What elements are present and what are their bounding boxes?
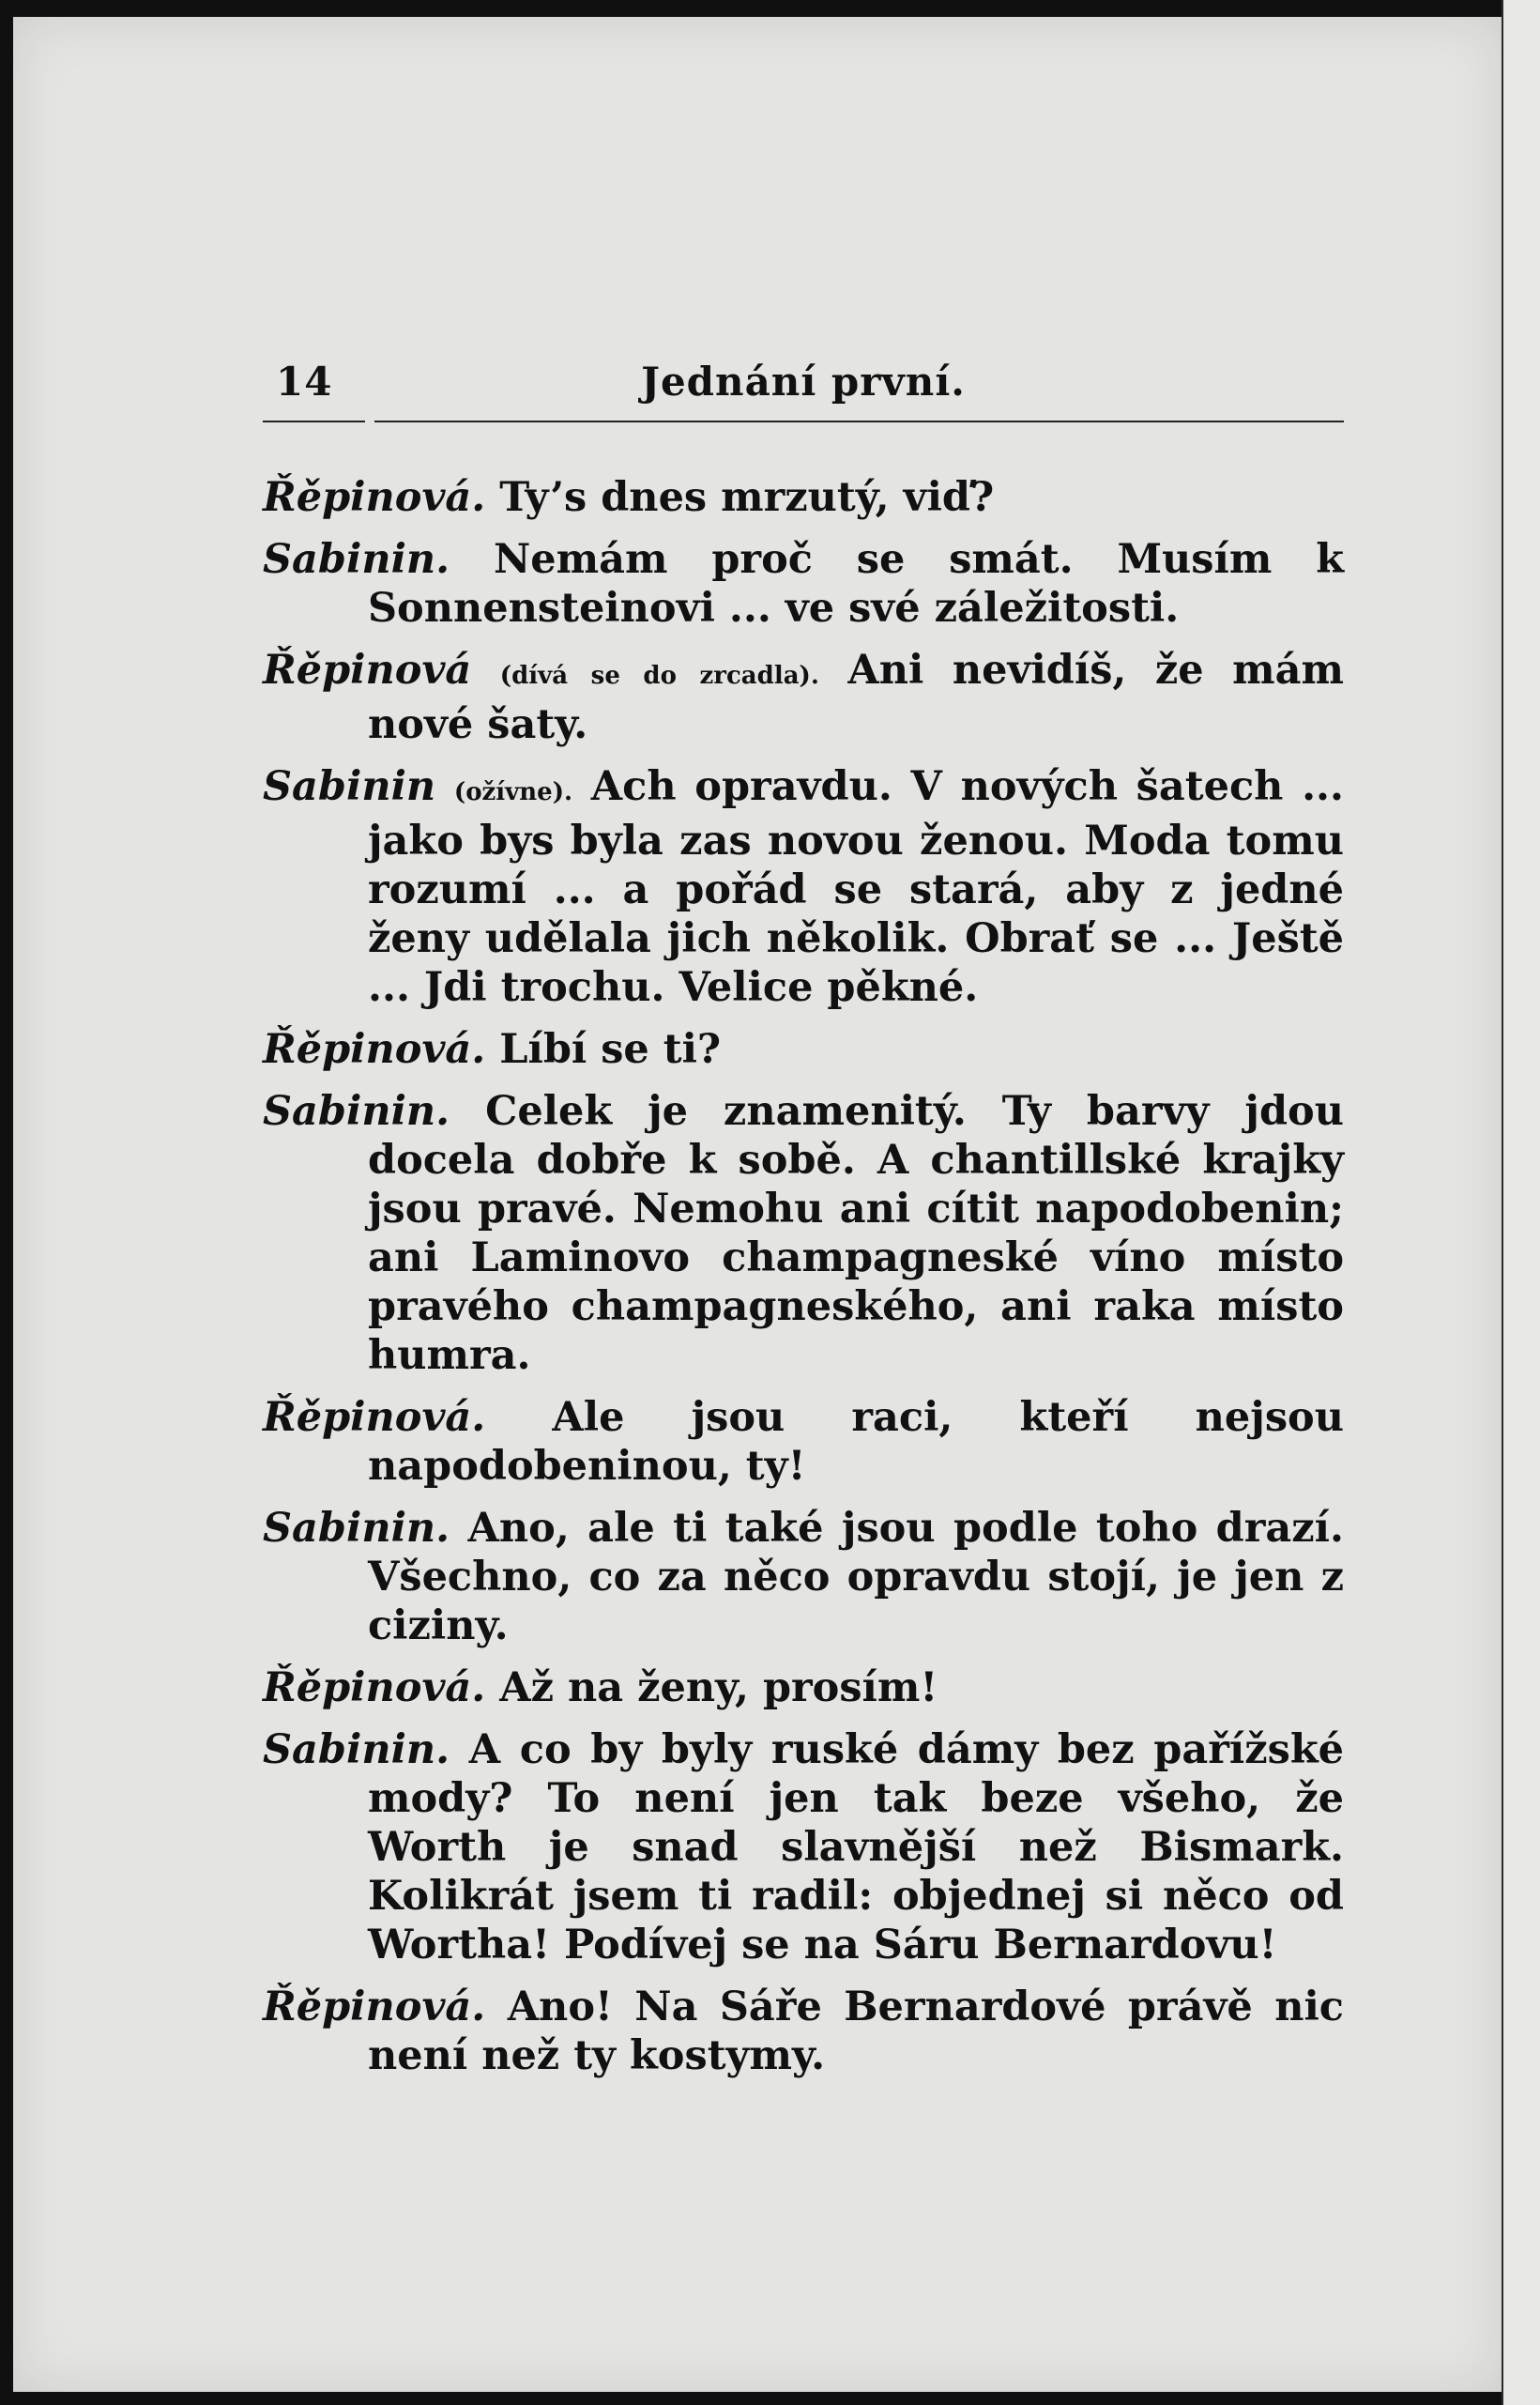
speech-text: Líbí se ti? bbox=[499, 1026, 722, 1073]
speaker-name: Řěpinová. bbox=[263, 1026, 486, 1073]
header-rule-gap bbox=[365, 417, 374, 426]
speaker-name: Sabinin. bbox=[263, 1088, 450, 1135]
speech-text: Až na ženy, prosím! bbox=[499, 1664, 938, 1711]
speech bbox=[263, 762, 1344, 1012]
speech-text: Ach opravdu. V nových šatech ... jako bys byla zas novou ženou. Moda tomu rozumí ... a pořád se stará, aby z jedné ženy udělala jich několik. Obrať se ... Ještě ... Jdi trochu. Velice pěkné. bbox=[368, 763, 1344, 1011]
speech-text: Ale jsou raci, kteří nejsou napodobeninou, ty! bbox=[368, 1394, 1344, 1490]
speech-text: Ano, ale ti také jsou podle toho drazí. Všechno, co za něco opravdu stojí, je jen z ciziny. bbox=[368, 1505, 1344, 1649]
speech-text: Nemám proč se smát. Musím k Sonnensteinovi ... ve své záležitosti. bbox=[368, 536, 1344, 632]
stage-direction: (dívá se do zrcadla). bbox=[499, 662, 819, 690]
speaker-name: Sabinin. bbox=[263, 1726, 450, 1773]
speech bbox=[263, 1504, 1344, 1650]
speech-text: Ani nevidíš, že mám nové šaty. bbox=[368, 647, 1344, 748]
speech-text: A co by byly ruské dámy bez pařížské mody? To není jen tak beze všeho, že Worth je snad slavnější než Bismark. Kolikrát jsem ti radil: objednej si něco od Wortha! Podívej se na Sáru Bernardovu! bbox=[368, 1726, 1344, 1968]
speech bbox=[263, 1025, 1344, 1074]
speech-text: Celek je znamenitý. Ty barvy jdou docela dobře k sobě. A chantillské krajky jsou pravé. Nemohu ani cítit napodobenin; ani Laminovo champagneské víno místo pravého champagneského, ani raka místo humra. bbox=[368, 1088, 1344, 1379]
speaker-name: Sabinin. bbox=[263, 536, 450, 583]
speaker-name: Řěpinová. bbox=[263, 1394, 486, 1441]
speaker-name: Sabinin. bbox=[263, 1505, 450, 1552]
speech bbox=[263, 646, 1344, 749]
dialogue bbox=[263, 473, 1344, 2093]
speech bbox=[263, 1725, 1344, 1969]
speaker-name: Řěpinová. bbox=[263, 1664, 486, 1711]
speech-text: Ty’s dnes mrzutý, viď? bbox=[499, 474, 995, 521]
speaker-name: Řěpinová. bbox=[263, 1984, 486, 2030]
speech bbox=[263, 1393, 1344, 1491]
speech bbox=[263, 535, 1344, 633]
speech bbox=[263, 1983, 1344, 2080]
page-edge bbox=[1503, 0, 1540, 2405]
speech-text: Ano! Na Sáře Bernardové právě nic není než ty kostymy. bbox=[368, 1984, 1344, 2079]
page-number: 14 bbox=[276, 359, 333, 405]
speech bbox=[263, 473, 1344, 522]
speaker-name: Sabinin bbox=[263, 763, 436, 810]
speaker-name: Řěpinová. bbox=[263, 474, 486, 521]
book-page bbox=[13, 17, 1503, 2392]
page-header bbox=[263, 359, 1344, 415]
speech bbox=[263, 1087, 1344, 1380]
header-rule bbox=[263, 421, 1344, 422]
speaker-name: Řěpinová bbox=[263, 647, 472, 694]
running-head: Jednání první. bbox=[641, 359, 966, 405]
speech bbox=[263, 1663, 1344, 1712]
stage-direction: (ožívne). bbox=[453, 778, 573, 806]
